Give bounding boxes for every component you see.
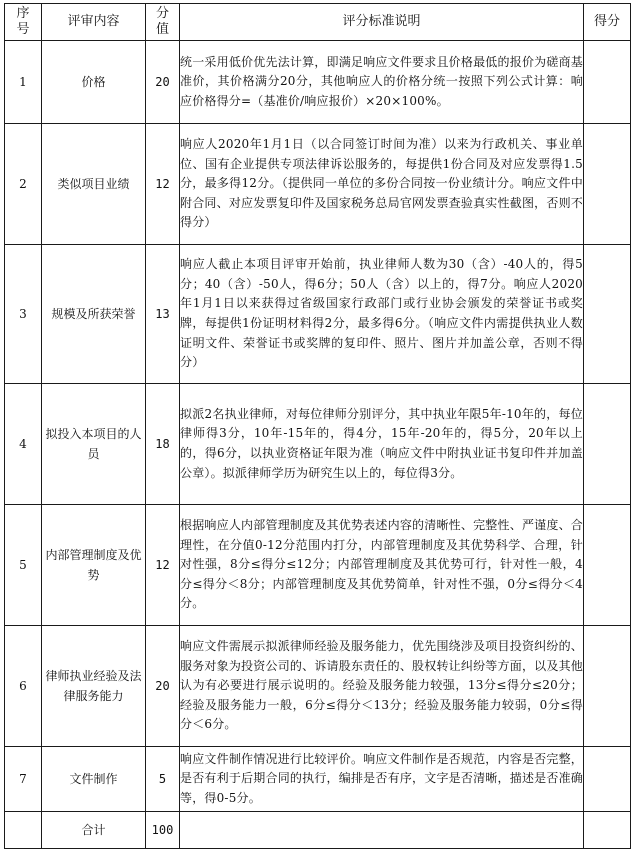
row-item: 拟投入本项目的人员 bbox=[42, 384, 146, 505]
row-score bbox=[584, 41, 631, 124]
total-label: 合计 bbox=[42, 812, 146, 849]
row-seq: 3 bbox=[5, 245, 42, 384]
row-score bbox=[584, 505, 631, 626]
header-seq: 序号 bbox=[5, 4, 42, 41]
row-criteria: 响应人2020年1月1日（以合同签订时间为准）以来为行政机关、事业单位、国有企业提供专项法律诉讼服务的，每提供1份合同及对应发票得1.5分，最多得12分。（提供同一单位的多份合同按一份业绩计分。响应文件中附合同、对应发票复印件及国家税务总局官网发票查验真实性截图，否则不得分） bbox=[180, 124, 584, 245]
scoring-table bbox=[4, 3, 631, 849]
row-criteria: 根据响应人内部管理制度及其优势表述内容的清晰性、完整性、严谨度、合理性，在分值0-12分范围内打分，内部管理制度及其优势科学、合理，针对性强，8分≤得分≤12分；内部管理制度及其优势可行，针对性一般，4分≤得分＜8分；内部管理制度及其优势简单，针对性不强，0分≤得分＜4分。 bbox=[180, 505, 584, 626]
header-points: 分值 bbox=[146, 4, 180, 41]
row-score bbox=[584, 384, 631, 505]
row-item: 文件制作 bbox=[42, 747, 146, 812]
total-seq bbox=[5, 812, 42, 849]
row-score bbox=[584, 245, 631, 384]
row-item: 类似项目业绩 bbox=[42, 124, 146, 245]
row-points: 13 bbox=[146, 245, 180, 384]
row-points: 18 bbox=[146, 384, 180, 505]
row-points: 12 bbox=[146, 505, 180, 626]
row-item: 内部管理制度及优势 bbox=[42, 505, 146, 626]
row-item: 价格 bbox=[42, 41, 146, 124]
row-seq: 1 bbox=[5, 41, 42, 124]
header-score: 得分 bbox=[584, 4, 631, 41]
row-criteria: 统一采用低价优先法计算，即满足响应文件要求且价格最低的报价为磋商基准价，其价格满分20分，其他响应人的价格分统一按照下列公式计算：响应价格得分=（基准价/响应报价）×20×100%。 bbox=[180, 41, 584, 124]
table-row bbox=[5, 384, 631, 505]
total-score bbox=[584, 812, 631, 849]
total-points: 100 bbox=[146, 812, 180, 849]
row-item: 规模及所获荣誉 bbox=[42, 245, 146, 384]
row-seq: 7 bbox=[5, 747, 42, 812]
table-row bbox=[5, 41, 631, 124]
table-row bbox=[5, 124, 631, 245]
row-score bbox=[584, 747, 631, 812]
header-criteria: 评分标准说明 bbox=[180, 4, 584, 41]
row-criteria: 响应人截止本项目评审开始前，执业律师人数为30（含）-40人的，得5分；40（含）-50人，得6分；50人（含）以上的，得7分。响应人2020年1月1日以来获得过省级国家行政部门或行业协会颁发的荣誉证书或奖牌，每提供1份证明材料得2分，最多得6分。（响应文件内需提供执业人数证明文件、荣誉证书或奖牌的复印件、照片、图片并加盖公章，否则不得分） bbox=[180, 245, 584, 384]
row-criteria: 响应文件需展示拟派律师经验及服务能力，优先围绕涉及项目投资纠纷的、服务对象为投资公司的、诉请股东责任的、股权转让纠纷等方面，以及其他认为有必要进行展示说明的。经验及服务能力较强，13分≤得分≤20分；经验及服务能力一般，6分≤得分＜13分；经验及服务能力较弱，0分≤得分＜6分。 bbox=[180, 626, 584, 747]
row-points: 12 bbox=[146, 124, 180, 245]
table-row bbox=[5, 626, 631, 747]
total-criteria bbox=[180, 812, 584, 849]
header-row bbox=[5, 4, 631, 41]
table-row bbox=[5, 505, 631, 626]
table-row bbox=[5, 245, 631, 384]
row-points: 20 bbox=[146, 626, 180, 747]
row-seq: 6 bbox=[5, 626, 42, 747]
row-points: 5 bbox=[146, 747, 180, 812]
row-criteria: 拟派2名执业律师，对每位律师分别评分，其中执业年限5年-10年的，每位律师得3分，10年-15年的，得4分，15年-20年的，得5分，20年以上的，得6分，以执业资格证年限为准（响应文件中附执业证书复印件并加盖公章）。拟派律师学历为研究生以上的，每位得3分。 bbox=[180, 384, 584, 505]
row-seq: 5 bbox=[5, 505, 42, 626]
row-points: 20 bbox=[146, 41, 180, 124]
row-item: 律师执业经验及法律服务能力 bbox=[42, 626, 146, 747]
row-seq: 2 bbox=[5, 124, 42, 245]
header-item: 评审内容 bbox=[42, 4, 146, 41]
row-score bbox=[584, 626, 631, 747]
table-row bbox=[5, 747, 631, 812]
row-score bbox=[584, 124, 631, 245]
total-row bbox=[5, 812, 631, 849]
row-seq: 4 bbox=[5, 384, 42, 505]
row-criteria: 响应文件制作情况进行比较评价。响应文件制作是否规范，内容是否完整，是否有利于后期合同的执行，编排是否有序，文字是否清晰，描述是否准确等，得0-5分。 bbox=[180, 747, 584, 812]
